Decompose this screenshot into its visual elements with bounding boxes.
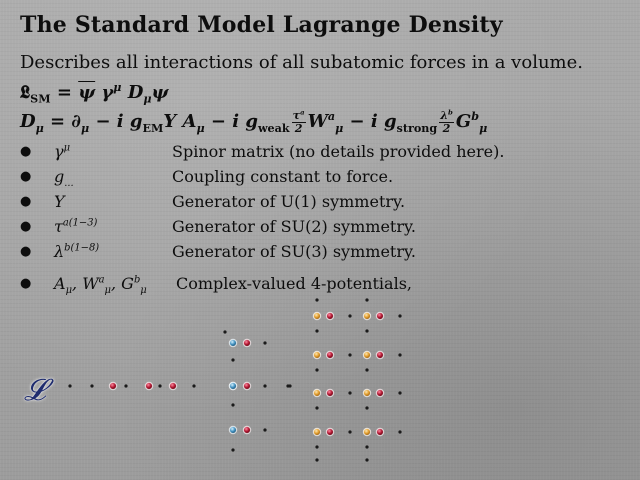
particle-orange xyxy=(363,389,370,396)
vertex-dot xyxy=(315,368,318,371)
vertex-dot xyxy=(231,403,234,406)
vertex-dot xyxy=(348,430,351,433)
list-item: ● $A_\mu$, $W^a_\mu$, $G^b_\mu$ Complex-valued 4-potentials, xyxy=(20,274,412,297)
vertex-dot xyxy=(231,358,234,361)
particle-orange xyxy=(313,351,320,358)
particle-blue xyxy=(229,339,236,346)
vertex-dot xyxy=(365,329,368,332)
particle-red xyxy=(326,428,333,435)
vertex-dot xyxy=(398,314,401,317)
vertex-dot xyxy=(288,384,291,387)
vertex-dot xyxy=(315,445,318,448)
vertex-dot xyxy=(365,458,368,461)
vertex-dot xyxy=(348,391,351,394)
particle-red xyxy=(243,339,250,346)
particle-red xyxy=(243,382,250,389)
particle-blue xyxy=(229,426,236,433)
vertex-dot xyxy=(348,314,351,317)
list-item: ● $\gamma^\mu$ Spinor matrix (no details provided here). xyxy=(20,142,505,161)
particle-orange xyxy=(363,312,370,319)
vertex-dot xyxy=(365,406,368,409)
vertex-dot xyxy=(158,384,161,387)
particle-red xyxy=(376,312,383,319)
particle-red xyxy=(376,351,383,358)
particle-red xyxy=(326,351,333,358)
vertex-dot xyxy=(398,430,401,433)
vertex-dot xyxy=(398,353,401,356)
lagrangian-logo-icon: 𝓛 xyxy=(24,373,46,408)
slide-subtitle: Describes all interactions of all subatomic forces in a volume. xyxy=(20,52,583,73)
vertex-dot xyxy=(68,384,71,387)
vertex-dot xyxy=(223,330,226,333)
vertex-dot xyxy=(315,458,318,461)
particle-orange xyxy=(363,428,370,435)
vertex-dot xyxy=(348,353,351,356)
particle-red xyxy=(109,382,116,389)
vertex-dot xyxy=(231,448,234,451)
vertex-dot xyxy=(315,406,318,409)
particle-orange xyxy=(313,428,320,435)
vertex-dot xyxy=(263,341,266,344)
vertex-dot xyxy=(398,391,401,394)
vertex-dot xyxy=(365,368,368,371)
list-item: ● $\lambda^{b(1-8)}$ Generator of SU(3) symmetry. xyxy=(20,242,416,261)
lagrangian-equation: 𝕷$_{SM}$ = $\overline{\psi}$ $\gamma^\mu$ $D_\mu\psi$ xyxy=(20,81,169,106)
covariant-derivative-equation: $D_\mu = \partial_\mu - i$ $g_{EM}Y$ $A_\mu - i$ $g_{weak}$ $\frac{\tau^a}{2}$ $W^a_\mu - i$ $g_{strong}$ $\frac{\lambda^b}{2}$ $G^b_\mu$ xyxy=(20,108,488,135)
vertex-dot xyxy=(263,428,266,431)
vertex-dot xyxy=(315,298,318,301)
vertex-dot xyxy=(365,445,368,448)
particle-red xyxy=(326,389,333,396)
particle-orange xyxy=(313,389,320,396)
vertex-dot xyxy=(315,329,318,332)
particle-red xyxy=(376,389,383,396)
particle-red xyxy=(376,428,383,435)
vertex-dot xyxy=(90,384,93,387)
particle-red xyxy=(326,312,333,319)
particle-orange xyxy=(363,351,370,358)
vertex-dot xyxy=(365,298,368,301)
particle-red xyxy=(243,426,250,433)
particle-orange xyxy=(313,312,320,319)
particle-red xyxy=(169,382,176,389)
vertex-dot xyxy=(192,384,195,387)
list-item: ● $g_{...}$ Coupling constant to force. xyxy=(20,167,394,190)
particle-red xyxy=(145,382,152,389)
list-item: ● Y Generator of U(1) symmetry. xyxy=(20,192,406,211)
slide-title: The Standard Model Lagrange Density xyxy=(20,12,503,38)
particle-blue xyxy=(229,382,236,389)
list-item: ● $\tau^{a(1-3)}$ Generator of SU(2) symmetry. xyxy=(20,217,416,236)
vertex-dot xyxy=(263,384,266,387)
vertex-dot xyxy=(124,384,127,387)
